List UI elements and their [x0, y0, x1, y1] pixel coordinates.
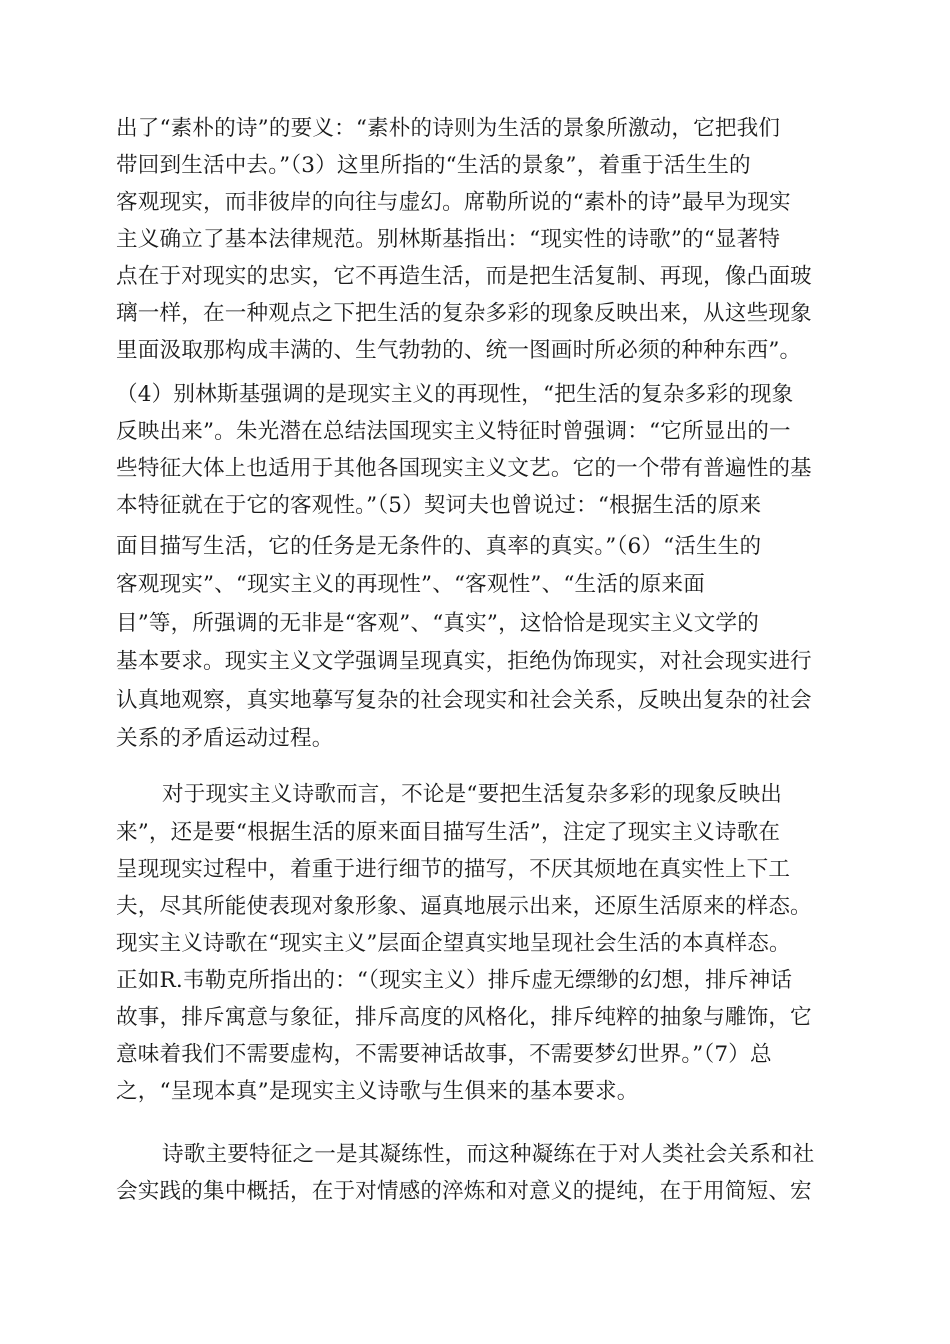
- text-line: 本特征就在于它的客观性。”（5）契诃夫也曾说过：“根据生活的原来: [116, 493, 762, 518]
- text-line: 诗歌主要特征之一是其凝练性，而这种凝练在于对人类社会关系和社: [162, 1142, 815, 1167]
- text-line: 意味着我们不需要虚构，不需要神话故事，不需要梦幻世界。”（7）总: [116, 1042, 772, 1067]
- text-line: 故事，排斥寓意与象征，排斥高度的风格化，排斥纯粹的抽象与雕饰，它: [116, 1005, 812, 1030]
- text-line: 客观现实”、“现实主义的再现性”、“客观性”、“生活的原来面: [116, 572, 705, 597]
- text-line: 里面汲取那构成丰满的、生气勃勃的、统一图画时所必须的种种东西”。: [116, 338, 802, 363]
- text-line: 对于现实主义诗歌而言，不论是“要把生活复杂多彩的现象反映出: [162, 782, 783, 807]
- text-line: 反映出来”。朱光潜在总结法国现实主义特征时曾强调：“它所显出的一: [116, 419, 791, 444]
- text-line: 客观现实，而非彼岸的向往与虚幻。席勒所说的“素朴的诗”最早为现实: [116, 190, 791, 215]
- text-line: 目”等，所强调的无非是“客观”、“真实”，这恰恰是现实主义文学的: [116, 611, 760, 636]
- text-line: 正如R.韦勒克所指出的：“（现实主义）排斥虚无缥缈的幻想，排斥神话: [116, 968, 793, 993]
- text-line: 会实践的集中概括，在于对情感的淬炼和对意义的提纯，在于用简短、宏: [116, 1179, 812, 1204]
- text-line: 点在于对现实的忠实，它不再造生活，而是把生活复制、再现，像凸面玻: [116, 264, 812, 289]
- text-line: 之，“呈现本真”是现实主义诗歌与生俱来的基本要求。: [116, 1079, 639, 1104]
- text-line: （4）别林斯基强调的是现实主义的再现性，“把生活的复杂多彩的现象: [116, 382, 794, 407]
- text-line: 出了“素朴的诗”的要义：“素朴的诗则为生活的景象所激动，它把我们: [116, 116, 781, 141]
- text-line: 些特征大体上也适用于其他各国现实主义文艺。它的一个带有普遍性的基: [116, 456, 812, 481]
- text-line: 带回到生活中去。”（3）这里所指的“生活的景象”，着重于活生生的: [116, 153, 751, 178]
- text-line: 来”，还是要“根据生活的原来面目描写生活”，注定了现实主义诗歌在: [116, 820, 781, 845]
- text-line: 璃一样，在一种观点之下把生活的复杂多彩的现象反映出来，从这些现象: [116, 301, 812, 326]
- text-line: 面目描写生活，它的任务是无条件的、真率的真实。”（6）“活生生的: [116, 534, 762, 559]
- text-line: 关系的矛盾运动过程。: [116, 726, 334, 751]
- text-line: 基本要求。现实主义文学强调呈现真实，拒绝伪饰现实，对社会现实进行: [116, 649, 812, 674]
- text-line: 呈现现实过程中，着重于进行细节的描写，不厌其烦地在真实性上下工: [116, 857, 791, 882]
- text-line: 主义确立了基本法律规范。别林斯基指出：“现实性的诗歌”的“显著特: [116, 227, 781, 252]
- text-line: 认真地观察，真实地摹写复杂的社会现实和社会关系，反映出复杂的社会: [116, 688, 812, 713]
- text-line: 夫，尽其所能使表现对象形象、逼真地展示出来，还原生活原来的样态。: [116, 894, 812, 919]
- text-line: 现实主义诗歌在“现实主义”层面企望真实地呈现社会生活的本真样态。: [116, 931, 791, 956]
